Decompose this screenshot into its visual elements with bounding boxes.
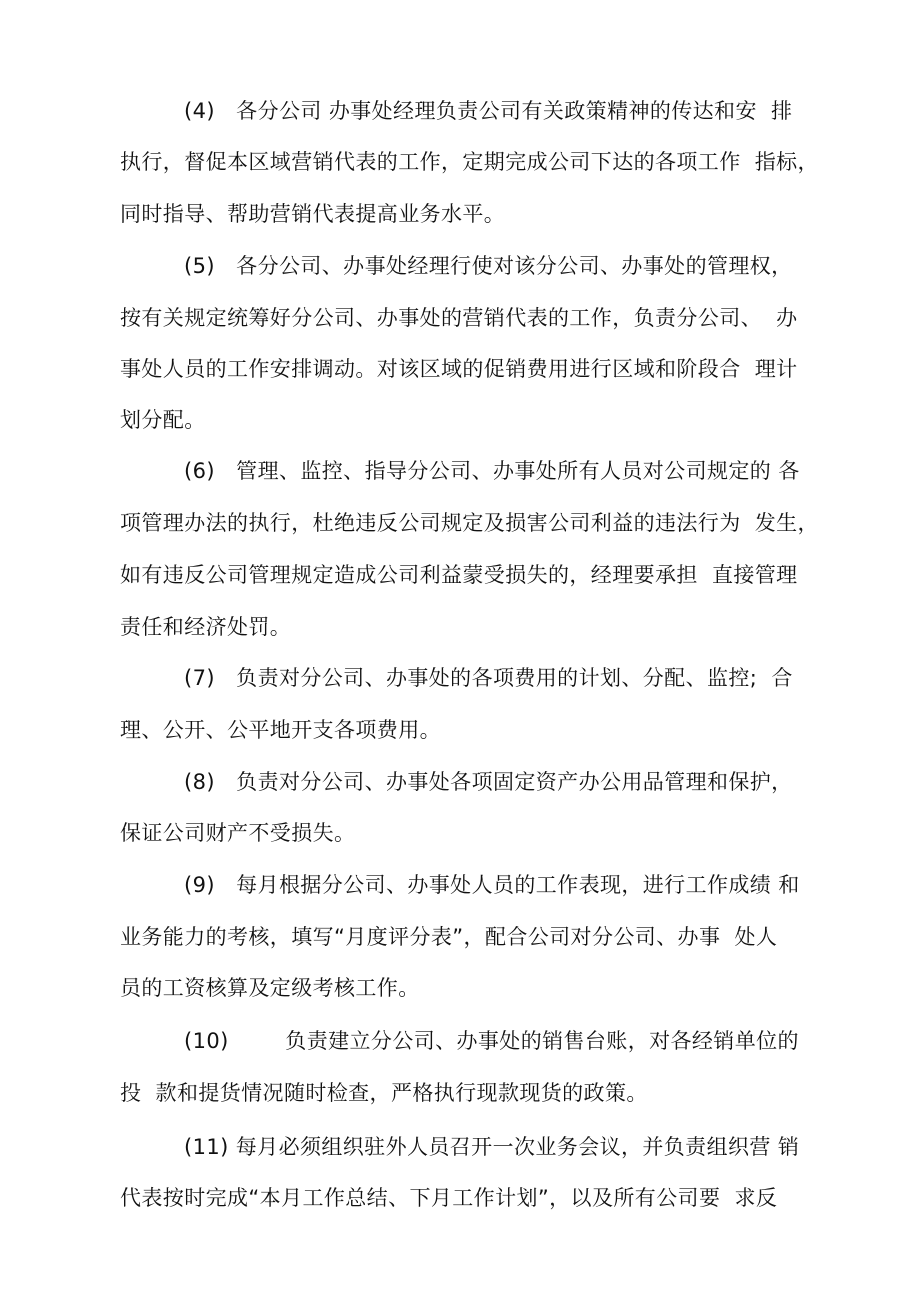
text-line: 划分配。 <box>120 408 206 432</box>
text-line: 理、公开、公平地开支各项费用。 <box>120 718 441 742</box>
text-line: (6) 管理、监控、指导分公司、办事处所有人员对公司规定的 各 <box>184 459 800 483</box>
text-line: 项管理办法的执行，杜绝违反公司规定及损害公司利益的违法行为 发生， <box>120 511 819 535</box>
text-line: 保证公司财产不受损失。 <box>120 821 356 845</box>
text-line: 业务能力的考核，填写“月度评分表”，配合公司对分公司、办事 处人 <box>120 925 778 949</box>
text-line: (10) 负责建立分公司、办事处的销售台账，对各经销单位的 <box>184 1029 799 1053</box>
text-line: 投 款和提货情况随时检查，严格执行现款现货的政策。 <box>120 1081 648 1105</box>
text-line: (8) 负责对分公司、办事处各项固定资产办公用品管理和保护， <box>184 770 793 794</box>
text-line: 代表按时完成“本月工作总结、下月工作计划”，以及所有公司要 求反 <box>120 1186 778 1210</box>
text-line: 员的工资核算及定级考核工作。 <box>120 976 420 1000</box>
text-line: 责任和经济处罚。 <box>120 615 292 639</box>
text-line: 同时指导、帮助营销代表提高业务水平。 <box>120 202 506 226</box>
text-line: (9) 每月根据分公司、办事处人员的工作表现，进行工作成绩 和 <box>184 873 800 897</box>
text-line: (5) 各分公司、办事处经理行使对该分公司、办事处的管理权， <box>184 254 793 278</box>
text-line: (7) 负责对分公司、办事处的各项费用的计划、分配、监控; 合 <box>184 666 793 690</box>
text-line: 如有违反公司管理规定造成公司利益蒙受损失的，经理要承担 直接管理 <box>120 563 798 587</box>
text-line: (11) 每月必须组织驻外人员召开一次业务会议，并负责组织营 销 <box>184 1135 800 1159</box>
text-line: 按有关规定统筹好分公司、办事处的营销代表的工作，负责分公司、 办 <box>120 306 798 330</box>
text-line: 事处人员的工作安排调动。对该区域的促销费用进行区域和阶段合 理计 <box>120 357 798 381</box>
text-line: (4) 各分公司 办事处经理负责公司有关政策精神的传达和安 排 <box>184 99 793 123</box>
text-line: 执行，督促本区域营销代表的工作，定期完成公司下达的各项工作 指标， <box>120 150 819 174</box>
